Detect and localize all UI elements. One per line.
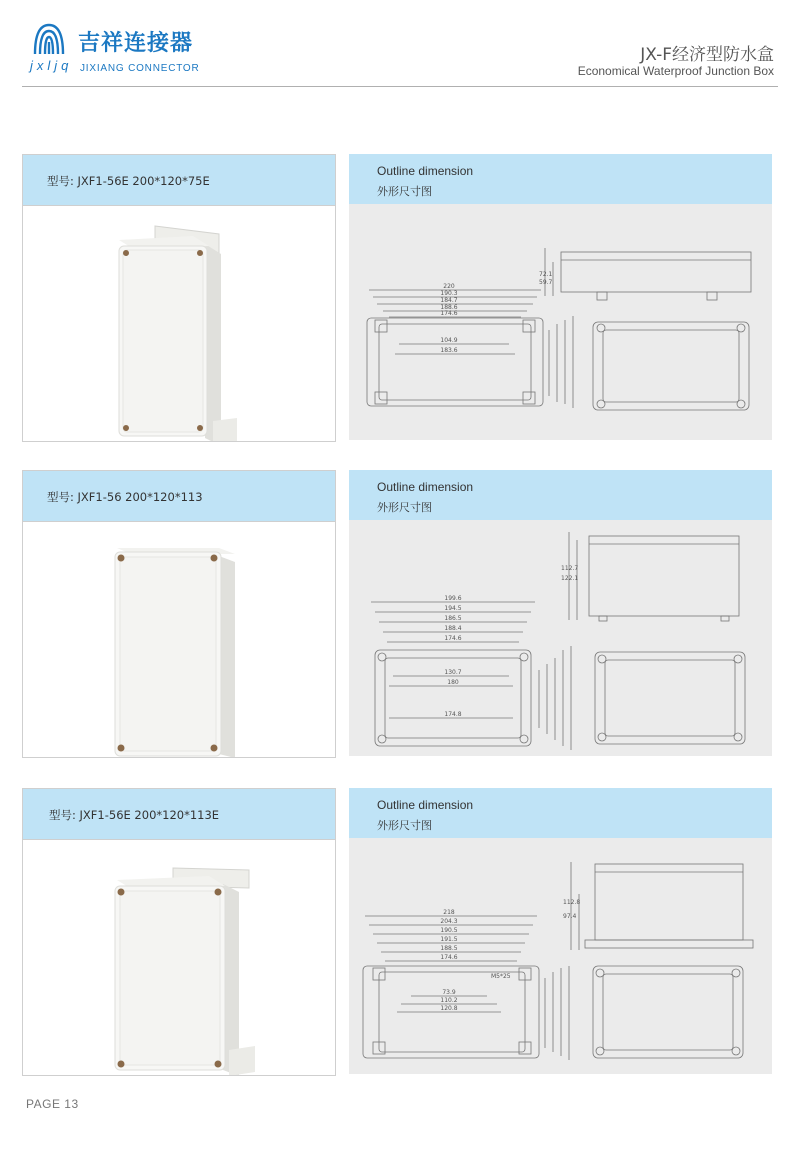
product-photo: [23, 522, 335, 757]
dim-label: 112.7: [561, 565, 579, 572]
model-header: [23, 155, 335, 206]
logo-abbreviation: jxljq: [30, 58, 73, 73]
outline-drawing-3: [349, 838, 772, 1074]
outline-title-cn: 外形尺寸图: [377, 185, 432, 198]
dim-label: 199.6: [444, 595, 462, 602]
junction-box-image: [23, 522, 335, 757]
dim-label: 73.9: [442, 989, 456, 996]
dim-label: 122.1: [561, 575, 579, 582]
product-card-2: [22, 470, 336, 758]
junction-box-with-flange-image: [23, 206, 335, 441]
dim-label: 174.6: [440, 954, 458, 961]
page-header: [0, 0, 800, 90]
dim-label: 72.1: [539, 271, 553, 278]
dim-label: 180: [447, 679, 459, 686]
dim-label: 59.7: [539, 279, 553, 286]
outline-panel-2: [349, 470, 772, 756]
page-title-cn: JX-F经济型防水盒: [640, 45, 774, 65]
dim-label: 184.7: [440, 297, 458, 304]
outline-title-en: Outline dimension: [377, 480, 474, 494]
outline-header: [349, 470, 772, 520]
outline-panel-1: [349, 154, 772, 440]
outline-drawing-2: [349, 520, 772, 756]
dim-label: M5*25: [491, 973, 511, 980]
page-number: PAGE 13: [26, 1097, 79, 1111]
dim-label: 190.5: [440, 927, 458, 934]
dim-label: 191.5: [440, 936, 458, 943]
dim-label: 110.2: [440, 997, 458, 1004]
company-name-en: JIXIANG CONNECTOR: [80, 63, 200, 74]
dim-label: 194.5: [444, 605, 462, 612]
dim-label: 130.7: [444, 669, 462, 676]
dim-label: 120.8: [440, 1005, 458, 1012]
dim-label: 204.3: [440, 918, 458, 925]
company-logo-icon: [32, 22, 66, 56]
outline-title-en: Outline dimension: [377, 798, 474, 812]
dim-label: 174.6: [444, 635, 462, 642]
product-card-1: [22, 154, 336, 442]
page-title-en: Economical Waterproof Junction Box: [577, 64, 774, 78]
dim-label: 104.9: [440, 337, 458, 344]
outline-title-en: Outline dimension: [377, 164, 474, 178]
outline-drawing-1: [349, 204, 772, 440]
outline-title-cn: 外形尺寸图: [377, 819, 432, 832]
model-label: 型号: JXF1-56 200*120*113: [47, 490, 203, 504]
dim-label: 97.4: [563, 913, 577, 920]
dim-label: 174.8: [444, 711, 462, 718]
outline-header: [349, 154, 772, 204]
header-divider: [22, 86, 778, 87]
model-label: 型号: JXF1-56E 200*120*113E: [49, 808, 220, 822]
dim-label: 174.6: [440, 310, 458, 317]
outline-title-cn: 外形尺寸图: [377, 501, 432, 514]
model-header: [23, 789, 335, 840]
dim-label: 188.6: [440, 304, 458, 311]
product-photo: [23, 206, 335, 441]
product-photo: [23, 840, 335, 1075]
company-name-cn: 吉祥连接器: [78, 31, 194, 56]
junction-box-with-flange-image: [23, 840, 335, 1075]
outline-panel-3: [349, 788, 772, 1074]
dim-label: 112.8: [563, 899, 581, 906]
model-label: 型号: JXF1-56E 200*120*75E: [47, 174, 210, 188]
dim-label: 190.3: [440, 290, 458, 297]
model-header: [23, 471, 335, 522]
dim-label: 188.4: [444, 625, 462, 632]
dim-label: 220: [443, 283, 455, 290]
dim-label: 218: [443, 909, 455, 916]
product-card-3: [22, 788, 336, 1076]
dim-label: 188.5: [440, 945, 458, 952]
dim-label: 186.5: [444, 615, 462, 622]
dim-label: 183.6: [440, 347, 458, 354]
outline-header: [349, 788, 772, 838]
